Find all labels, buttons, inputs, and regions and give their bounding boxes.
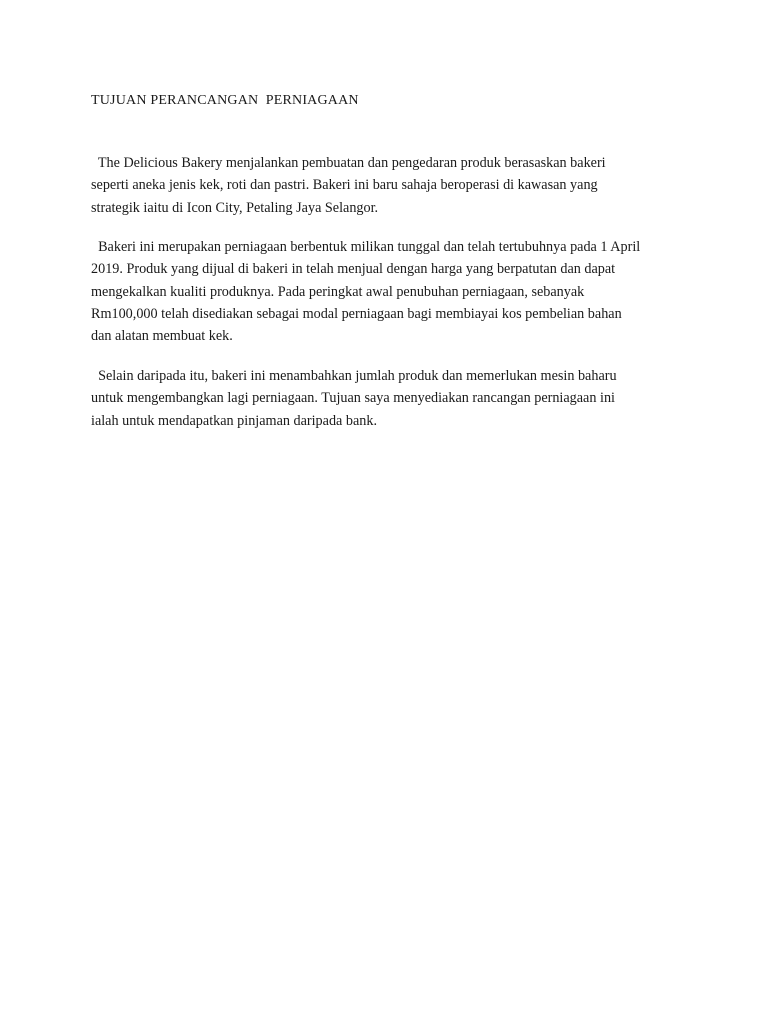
paragraph-line: untuk mengembangkan lagi perniagaan. Tujuan saya menyediakan rancangan perniagaan ini [91,390,615,407]
paragraph-line: Rm100,000 telah disediakan sebagai modal perniagaan bagi membiayai kos pembelian bahan [91,305,622,322]
paragraph-3 [91,365,691,432]
document-title: TUJUAN PERANCANGAN PERNIAGAAN [91,93,359,108]
paragraph-1 [91,152,691,219]
paragraph-line: 2019. Produk yang dijual di bakeri in telah menjual dengan harga yang berpatutan dan dapat [91,261,616,278]
paragraph-line: ialah untuk mendapatkan pinjaman daripada bank. [91,412,378,429]
paragraph-line: seperti aneka jenis kek, roti dan pastri. Bakeri ini baru sahaja beroperasi di kawasan yang [91,177,598,194]
paragraph-line: Selain daripada itu, bakeri ini menambahkan jumlah produk dan memerlukan mesin baharu [91,368,617,384]
paragraph-2 [91,236,691,347]
paragraph-line: mengekalkan kualiti produknya. Pada peringkat awal penubuhan perniagaan, sebanyak [91,283,585,300]
paragraph-line: Bakeri ini merupakan perniagaan berbentuk milikan tunggal dan telah tertubuhnya pada 1 April [91,239,641,255]
paragraph-line: The Delicious Bakery menjalankan pembuatan dan pengedaran produk berasaskan bakeri [91,155,606,171]
paragraph-line: dan alatan membuat kek. [91,328,233,345]
paragraph-line: strategik iaitu di Icon City, Petaling Jaya Selangor. [91,199,379,216]
